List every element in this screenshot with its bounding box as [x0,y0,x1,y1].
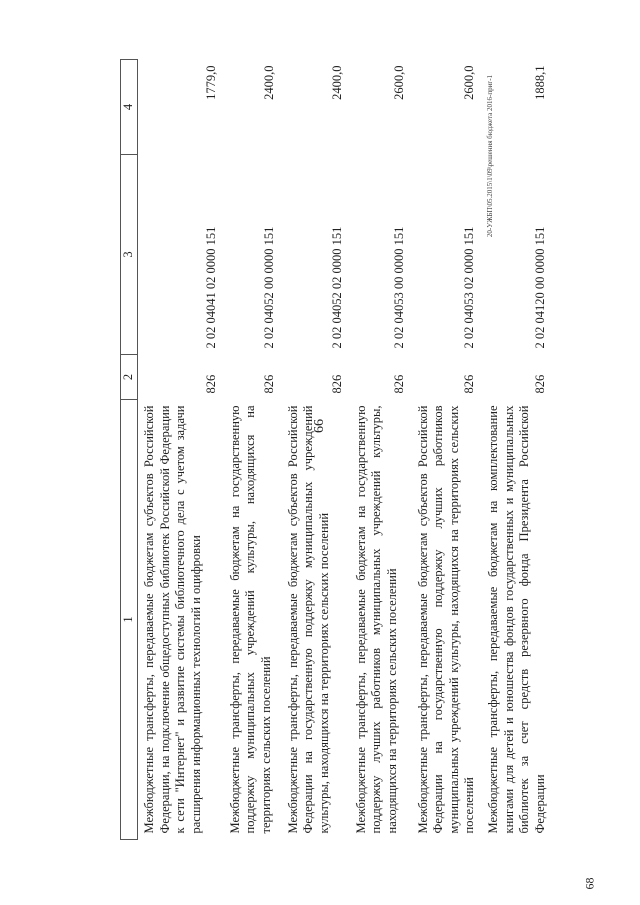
row-kbk-code: 2 02 04120 00 0000 151 [532,226,547,349]
table-header-row [121,60,138,840]
row-amount: 1888,1 [532,65,547,100]
table-wrapper [120,60,547,840]
footer-page-number: 68 [582,877,597,890]
table-row [350,60,412,840]
table-row [282,60,350,840]
row-amount: 2600,0 [391,65,406,100]
row-kbk-code: 2 02 04053 00 0000 151 [391,226,406,349]
budget-table [120,59,553,840]
table-row [224,60,282,840]
row-admin-code: 826 [261,374,276,394]
row-description: Межбюджетные трансферты, передаваемые бюджетам на комплектование книгами для детей и юношества фондов государственных и муниципальных библиотек за счет средств резервного фонда Президента Российской Федерации [486,405,547,834]
header-col-4: 4 [121,60,138,155]
row-description: Межбюджетные трансферты, передаваемые бюджетам на государственную поддержку лучших работников муниципальных учреждений культуры, находящихся на территориях сельских поселений [353,405,399,834]
row-admin-code: 826 [532,374,547,394]
row-amount: 2400,0 [329,65,344,100]
table-row [412,60,483,840]
row-admin-code: 826 [203,374,218,394]
table-row [138,60,224,840]
header-col-1: 1 [121,400,138,840]
row-amount: 2600,0 [462,65,477,100]
file-path-footer: 20-УЖБП\05.2015\1\09\решения бюджета 2016-приг-1 [486,74,494,238]
row-admin-code: 826 [462,374,477,394]
table-row [482,60,553,840]
row-description: Межбюджетные трансферты, передаваемые бюджетам субъектов Российской Федерации, на подключение общедоступных библиотек Российской Федерации к сети "Интернет" и развитие системы библиотечного дела с учетом задачи расширения информационных технологий и оцифровки [142,405,203,834]
header-col-2: 2 [121,355,138,400]
row-admin-code: 826 [329,374,344,394]
row-kbk-code: 2 02 04041 02 0000 151 [203,226,218,349]
row-kbk-code: 2 02 04052 00 0000 151 [261,226,276,349]
row-admin-code: 826 [391,374,406,394]
header-col-3: 3 [121,155,138,355]
row-amount: 1779,0 [203,65,218,100]
row-description: Межбюджетные трансферты, передаваемые бюджетам субъектов Российской Федерации на государственную поддержку муниципальных учреждений культуры, находящихся на территориях сельских поселений [285,405,331,834]
row-kbk-code: 2 02 04052 02 0000 151 [329,226,344,349]
page-number: 66 [312,419,327,433]
row-amount: 2400,0 [261,65,276,100]
row-description: Межбюджетные трансферты, передаваемые бюджетам на государственную поддержку муниципальных учреждений культуры, находящихся на территориях сельских поселений [227,405,273,834]
row-kbk-code: 2 02 04053 02 0000 151 [462,226,477,349]
rotated-table-container [120,60,547,840]
row-description: Межбюджетные трансферты, передаваемые бюджетам субъектов Российской Федерации на государственную поддержку лучших работников муниципальных учреждений культуры, находящихся на территориях сельских поселений [415,405,477,834]
